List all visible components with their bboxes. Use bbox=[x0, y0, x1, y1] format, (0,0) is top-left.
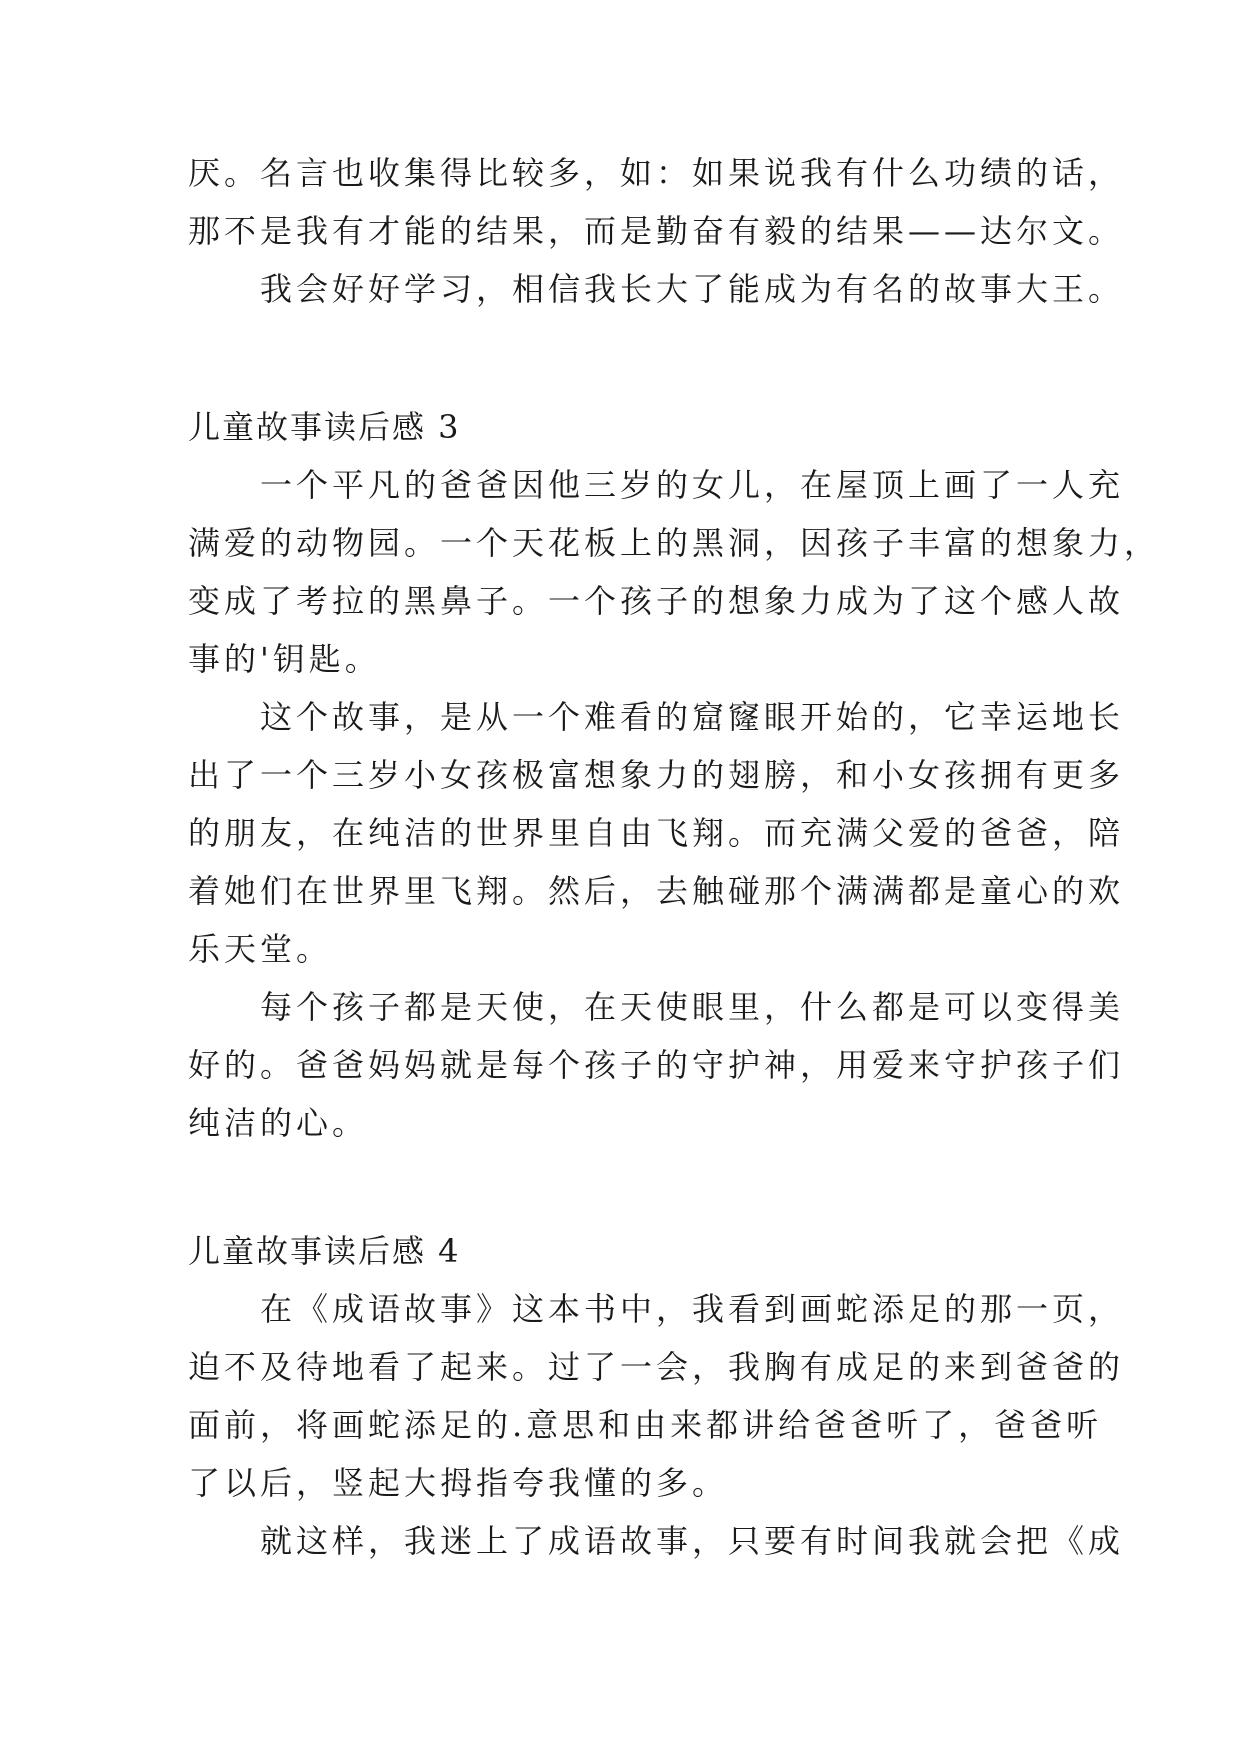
text-line: 变成了考拉的黑鼻子。一个孩子的想象力成为了这个感人故 bbox=[188, 582, 1125, 620]
text-line: 就这样，我迷上了成语故事，只要有时间我就会把《成 bbox=[260, 1522, 1125, 1560]
text-line: 面前，将画蛇添足的.意思和由来都讲给爸爸听了，爸爸听 bbox=[188, 1406, 1103, 1444]
text-line: 纯洁的心。 bbox=[188, 1104, 369, 1142]
text-line: 着她们在世界里飞翔。然后，去触碰那个满满都是童心的欢 bbox=[188, 872, 1125, 910]
section-spacer bbox=[188, 1152, 1068, 1222]
text-column bbox=[188, 144, 1161, 1570]
text-line: 的朋友，在纯洁的世界里自由飞翔。而充满父爱的爸爸，陪 bbox=[188, 814, 1125, 852]
text-line: 了以后，竖起大拇指夸我懂的多。 bbox=[188, 1464, 729, 1502]
section-3-paragraph-3 bbox=[188, 978, 1125, 1152]
text-line: 迫不及待地看了起来。过了一会，我胸有成足的来到爸爸的 bbox=[188, 1348, 1125, 1386]
text-line: 好的。爸爸妈妈就是每个孩子的守护神，用爱来守护孩子们 bbox=[188, 1046, 1125, 1084]
text-line: 乐天堂。 bbox=[188, 930, 333, 968]
section-3-title: 儿童故事读后感 3 bbox=[188, 408, 461, 446]
section-4-paragraph-1 bbox=[188, 1280, 1125, 1512]
section-4-title: 儿童故事读后感 4 bbox=[188, 1232, 461, 1270]
text-line: 这个故事，是从一个难看的窟窿眼开始的，它幸运地长 bbox=[260, 698, 1125, 736]
text-line: 满爱的动物园。一个天花板上的黑洞，因孩子丰富的想象力， bbox=[188, 524, 1161, 562]
text-line: 在《成语故事》这本书中，我看到画蛇添足的那一页， bbox=[260, 1290, 1125, 1328]
section-4-paragraph-2 bbox=[188, 1512, 1125, 1570]
text-line: 厌。名言也收集得比较多，如：如果说我有什么功绩的话， bbox=[188, 154, 1125, 192]
section-3-paragraph-2 bbox=[188, 688, 1125, 978]
text-line: 一个平凡的爸爸因他三岁的女儿，在屋顶上画了一人充 bbox=[260, 466, 1125, 504]
intro-paragraph bbox=[188, 144, 1125, 260]
section-3-paragraph-1 bbox=[188, 456, 1161, 688]
text-line: 每个孩子都是天使，在天使眼里，什么都是可以变得美 bbox=[260, 988, 1125, 1026]
closing-paragraph bbox=[188, 260, 1125, 318]
text-line: 那不是我有才能的结果，而是勤奋有毅的结果——达尔文。 bbox=[188, 212, 1125, 250]
section-spacer bbox=[188, 318, 1068, 398]
text-line: 出了一个三岁小女孩极富想象力的翅膀，和小女孩拥有更多 bbox=[188, 756, 1125, 794]
text-line: 事的'钥匙。 bbox=[188, 640, 381, 678]
text-line: 我会好好学习，相信我长大了能成为有名的故事大王。 bbox=[260, 270, 1125, 308]
